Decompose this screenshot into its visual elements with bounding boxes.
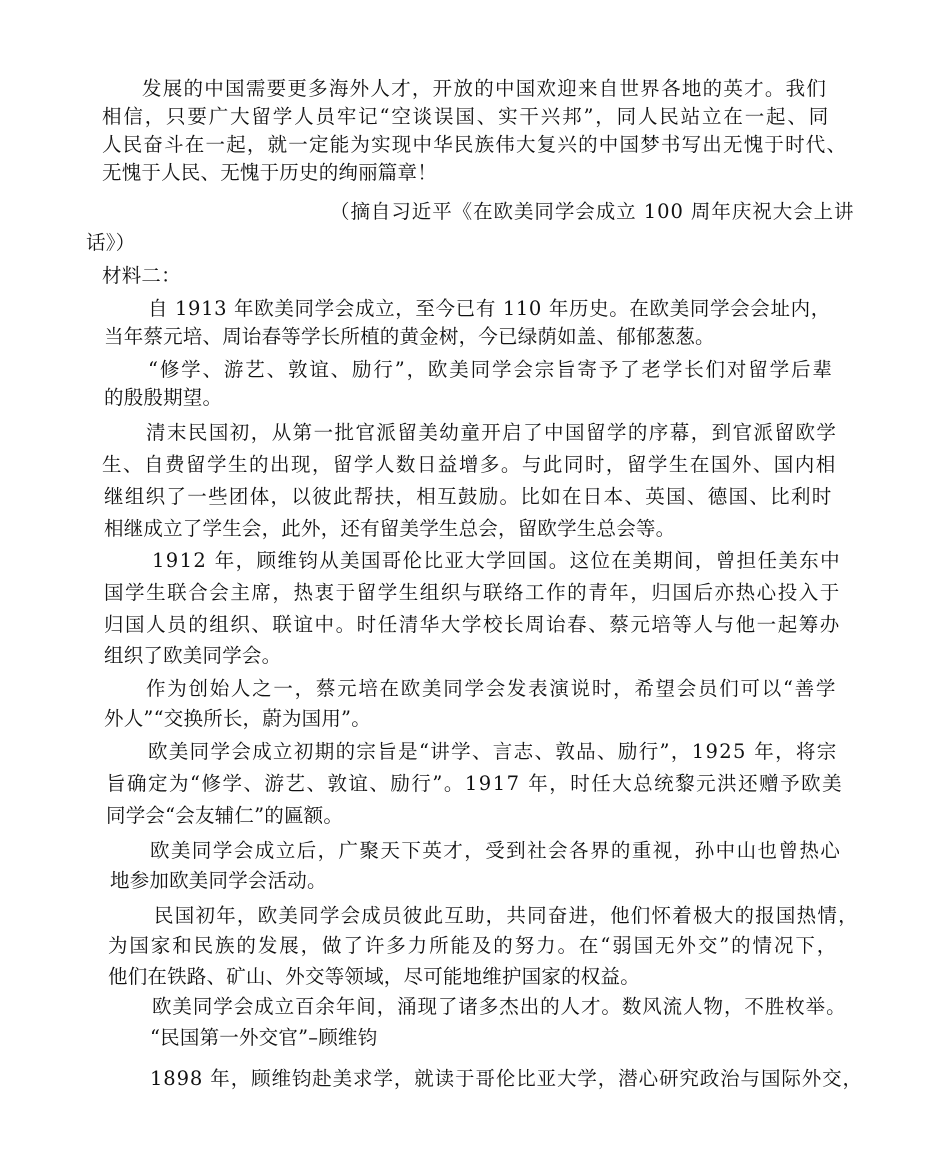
citation-line: （摘自习近平《在欧美同学会成立 100 周年庆祝大会上讲 bbox=[330, 200, 855, 223]
paragraph-line: 他们在铁路、矿山、外交等领域，尽可能地维护国家的权益。 bbox=[108, 965, 640, 988]
paragraph-line: 同学会“会友辅仁”的匾额。 bbox=[106, 804, 344, 827]
paragraph-line: 相信，只要广大留学人员牢记“空谈误国、实干兴邦”，同人民站立在一起、同 bbox=[102, 105, 831, 128]
paragraph-line: 的殷殷期望。 bbox=[104, 386, 223, 409]
paragraph-line: 当年蔡元培、周诒春等学长所植的黄金树，今已绿荫如盖、郁郁葱葱。 bbox=[104, 325, 715, 348]
paragraph-line: 作为创始人之一，蔡元培在欧美同学会发表演说时，希望会员们可以“善学 bbox=[146, 677, 838, 700]
paragraph-line: 自 1913 年欧美同学会成立，至今已有 110 年历史。在欧美同学会会址内， bbox=[148, 297, 831, 320]
paragraph-line: 外人”“交换所长，蔚为国用”。 bbox=[104, 707, 371, 730]
section-heading: 材料二： bbox=[102, 264, 181, 287]
paragraph-line: 地参加欧美同学会活动。 bbox=[110, 869, 327, 892]
paragraph-line: 欧美同学会成立百余年间，涌现了诸多杰出的人才。数风流人物，不胜枚举。 bbox=[152, 995, 847, 1018]
paragraph-line: 旨确定为“修学、游艺、敦谊、励行”。1917 年，时任大总统黎元洪还赠予欧美 bbox=[106, 772, 844, 795]
paragraph-line: 无愧于人民、无愧于历史的绚丽篇章！ bbox=[102, 161, 437, 184]
paragraph-line: 相继成立了学生会，此外，还有留美学生总会，留欧学生总会等。 bbox=[104, 517, 676, 540]
paragraph-line: 生、自费留学生的出现，留学人数日益增多。与此同时，留学生在国外、国内相 bbox=[102, 453, 837, 476]
citation-line: 话》） bbox=[86, 231, 136, 254]
paragraph-line: 欧美同学会成立初期的宗旨是“讲学、言志、敦品、励行”，1925 年，将宗 bbox=[148, 740, 838, 763]
paragraph-line: 发展的中国需要更多海外人才，开放的中国欢迎来自世界各地的英才。我们 bbox=[142, 77, 828, 100]
paragraph-line: 1912 年，顾维钧从美国哥伦比亚大学回国。这位在美期间，曾担任美东中 bbox=[152, 549, 842, 572]
paragraph-line: “修学、游艺、敦谊、励行”，欧美同学会宗旨寄予了老学长们对留学后辈 bbox=[148, 358, 834, 381]
paragraph-line: 为国家和民族的发展，做了许多力所能及的努力。在“弱国无外交”的情况下， bbox=[108, 934, 839, 957]
subsection-heading: “民国第一外交官”–顾维钧 bbox=[150, 1026, 378, 1049]
paragraph-line: 国学生联合会主席，热衷于留学生组织与联络工作的青年，归国后亦热心投入于 bbox=[104, 581, 841, 604]
paragraph-line: 人民奋斗在一起，就一定能为实现中华民族伟大复兴的中国梦书写出无愧于时代、 bbox=[102, 133, 848, 156]
paragraph-line: 欧美同学会成立后，广聚天下英才，受到社会各界的重视，孙中山也曾热心 bbox=[150, 839, 842, 862]
paragraph-line: 组织了欧美同学会。 bbox=[104, 644, 282, 667]
paragraph-line: 民国初年，欧美同学会成员彼此互助，共同奋进，他们怀着极大的报国热情， bbox=[154, 904, 859, 927]
paragraph-line: 继组织了一些团体，以彼此帮扶，相互鼓励。比如在日本、英国、德国、比利时 bbox=[104, 485, 833, 508]
paragraph-line: 1898 年，顾维钧赴美求学，就读于哥伦比亚大学，潜心研究政治与国际外交， bbox=[150, 1067, 863, 1090]
paragraph-line: 归国人员的组织、联谊中。时任清华大学校长周诒春、蔡元培等人与他一起筹办 bbox=[104, 613, 841, 636]
paragraph-line: 清末民国初，从第一批官派留美幼童开启了中国留学的序幕，到官派留欧学 bbox=[146, 421, 838, 444]
